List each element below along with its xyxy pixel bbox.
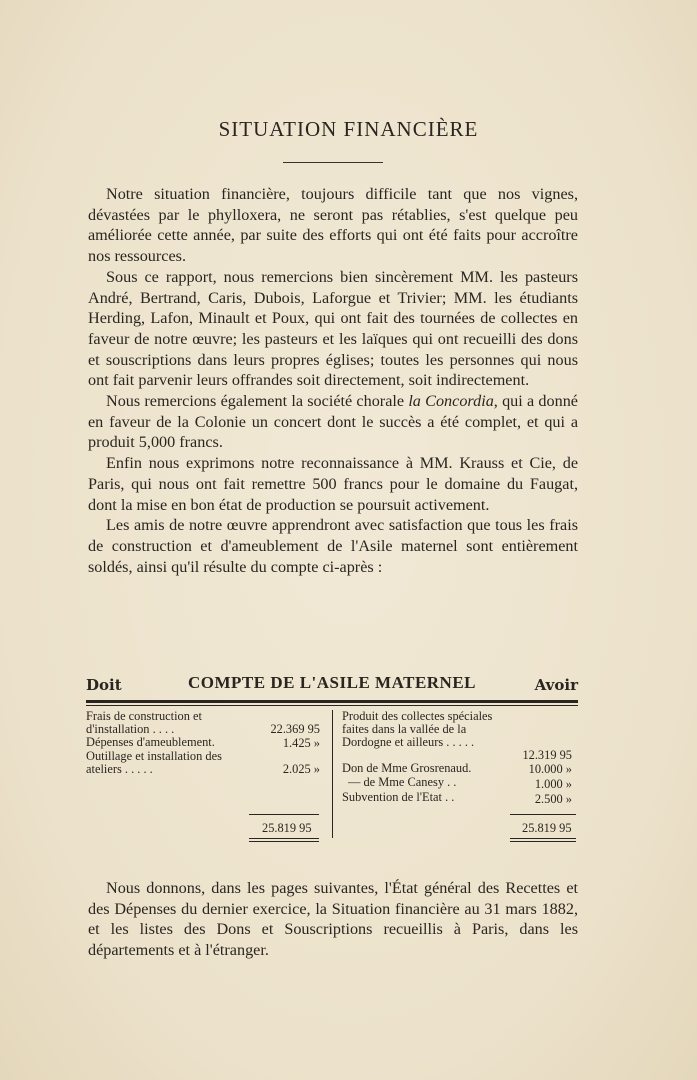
debit-row-amount: 2.025 »: [282, 762, 320, 776]
body-text: [88, 184, 578, 577]
page-title: SITUATION FINANCIÈRE: [218, 117, 479, 141]
debit-row: [86, 736, 326, 750]
account-header: [86, 672, 578, 698]
closing-text: [88, 878, 578, 961]
credit-row-amount: 10.000 »: [528, 762, 572, 776]
debit-row: [86, 710, 326, 736]
credit-row-label: Subvention de l'Etat . .: [342, 790, 455, 804]
credit-total-rule: [510, 841, 576, 842]
debit-row-label: Frais de construction et d'installation . . . .: [86, 709, 202, 736]
paragraph-2: Sous ce rapport, nous remercions bien sincèrement MM. les pasteurs André, Bertrand, Caris, Dubois, Laforgue et Trivier; MM. les étudiants Herding, Lafon, Minault et Poux, qui ont fait des tournées de collectes en faveur de notre œuvre; les pasteurs et les laïques qui ont recueilli des dons et souscriptions dans leurs propres églises; toutes les personnes qui nous ont fait parvenir leurs offrandes soit directement, soit indirectement.: [88, 267, 578, 390]
debit-sum-rule: [249, 814, 319, 815]
debit-row-amount: 22.369 95: [270, 722, 320, 736]
credit-total-rule: [510, 838, 576, 839]
debit-label: Doit: [86, 676, 122, 694]
credit-row: [342, 762, 578, 776]
header-rule-thick: [86, 700, 578, 703]
credit-row-label: — de Mme Canesy . .: [348, 775, 457, 789]
account-table: [86, 672, 578, 835]
debit-total-rule: [249, 841, 319, 842]
debit-row: [86, 750, 326, 776]
debit-row-amount: 1.425 »: [282, 736, 320, 750]
debit-row-label: Outillage et installation des ateliers . . . . .: [86, 749, 222, 776]
credit-label: Avoir: [534, 676, 578, 694]
account-body: [86, 710, 578, 838]
credit-row-amount: 1.000 »: [534, 777, 572, 791]
credit-row-label: Don de Mme Grosrenaud.: [342, 761, 472, 775]
paragraph-3: [88, 391, 578, 453]
paragraph-3-end: , qui a donné en faveur de la Colonie un concert dont le succès a été complet, et qui a produit 5,000 francs.: [88, 392, 578, 452]
paragraph-1: Notre situation financière, toujours difficile tant que nos vignes, dévastées par le phylloxera, ne seront pas rétablies, s'est quelque peu améliorée cette année, par suite des efforts qui ont été faits pour accroître nos ressources.: [88, 185, 578, 266]
credit-sum-rule: [510, 814, 576, 815]
credit-row: [342, 710, 578, 762]
debit-total: 25.819 95: [262, 821, 312, 835]
debit-total-rule: [249, 838, 319, 839]
header-rule-thin: [86, 705, 578, 706]
paragraph-3-start: Nous remercions également la société chorale: [106, 392, 405, 411]
paragraph-4: Enfin nous exprimons notre reconnaissance à MM. Krauss et Cie, de Paris, qui nous ont fait remettre 500 francs pour le domaine du Faugat, dont la mise en bon état de production se poursuit activement.: [88, 454, 578, 514]
account-title: COMPTE DE L'ASILE MATERNEL: [187, 673, 477, 692]
concordia-name: la Concordia: [408, 392, 494, 411]
credit-row: [342, 776, 578, 791]
credit-row: [342, 791, 578, 806]
column-divider: [332, 710, 333, 838]
debit-column: [86, 710, 326, 776]
credit-row-amount: 2.500 »: [534, 792, 572, 806]
credit-column: [342, 710, 578, 806]
paragraph-5: Les amis de notre œuvre apprendront avec satisfaction que tous les frais de construction et d'ameublement de l'Asile maternel sont entièrement soldés, ainsi qu'il résulte du compte ci-après :: [88, 516, 578, 576]
title-divider: [283, 162, 383, 163]
closing-paragraph: Nous donnons, dans les pages suivantes, l'État général des Recettes et des Dépenses du dernier exercice, la Situation financière au 31 mars 1882, et les listes des Dons et Souscriptions recueillis à Paris, dans les départements et à l'étranger.: [88, 879, 578, 960]
credit-row-amount: 12.319 95: [522, 748, 572, 762]
credit-row-label: Produit des collectes spéciales faites dans la vallée de la Dordogne et ailleurs . . . . .: [342, 709, 493, 749]
credit-total: 25.819 95: [522, 821, 572, 835]
debit-row-label: Dépenses d'ameublement.: [86, 735, 215, 749]
